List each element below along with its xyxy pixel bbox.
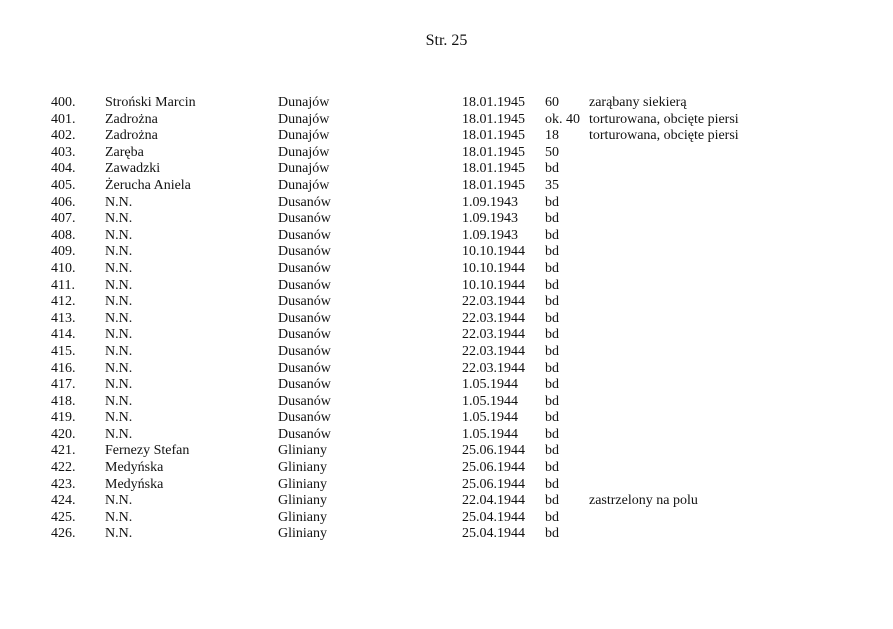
record-place: Dusanów — [278, 426, 331, 442]
record-date: 22.03.1944 — [462, 360, 525, 376]
record-date: 18.01.1945 — [462, 111, 525, 127]
record-row — [0, 427, 893, 444]
record-place: Dusanów — [278, 393, 331, 409]
record-date: 10.10.1944 — [462, 277, 525, 293]
record-number: 422. — [51, 460, 76, 476]
record-number: 417. — [51, 377, 76, 393]
record-number: 416. — [51, 360, 76, 376]
record-number: 411. — [51, 277, 75, 293]
record-row — [0, 228, 893, 245]
record-number: 402. — [51, 128, 76, 144]
record-row — [0, 361, 893, 378]
record-name: N.N. — [105, 211, 133, 227]
record-date: 22.03.1944 — [462, 310, 525, 326]
record-place: Dusanów — [278, 211, 331, 227]
record-number: 421. — [51, 443, 76, 459]
record-age: bd — [545, 294, 559, 310]
record-date: 18.01.1945 — [462, 161, 525, 177]
record-name: N.N. — [105, 526, 133, 542]
record-note: zastrzelony na polu — [589, 493, 698, 509]
record-date: 25.04.1944 — [462, 509, 525, 525]
record-date: 22.03.1944 — [462, 327, 525, 343]
record-row — [0, 294, 893, 311]
record-row — [0, 510, 893, 527]
record-name: Żerucha Aniela — [105, 177, 191, 193]
record-name: N.N. — [105, 310, 133, 326]
record-row — [0, 477, 893, 494]
record-number: 409. — [51, 244, 76, 260]
record-row — [0, 95, 893, 112]
record-age: bd — [545, 377, 559, 393]
record-number: 404. — [51, 161, 76, 177]
record-row — [0, 195, 893, 212]
record-age: bd — [545, 526, 559, 542]
record-age: bd — [545, 426, 559, 442]
record-number: 412. — [51, 294, 76, 310]
record-date: 18.01.1945 — [462, 144, 525, 160]
record-place: Gliniany — [278, 460, 327, 476]
record-place: Gliniany — [278, 493, 327, 509]
record-row — [0, 327, 893, 344]
record-number: 408. — [51, 227, 76, 243]
record-row — [0, 112, 893, 129]
record-number: 426. — [51, 526, 76, 542]
record-place: Dusanów — [278, 260, 331, 276]
record-place: Dusanów — [278, 277, 331, 293]
record-number: 403. — [51, 144, 76, 160]
record-name: Medyńska — [105, 476, 164, 492]
record-name: N.N. — [105, 277, 133, 293]
record-date: 25.06.1944 — [462, 476, 525, 492]
record-date: 18.01.1945 — [462, 177, 525, 193]
records-list — [0, 95, 893, 543]
record-number: 406. — [51, 194, 76, 210]
record-name: N.N. — [105, 343, 133, 359]
record-name: Zadrożna — [105, 128, 158, 144]
record-place: Dusanów — [278, 343, 331, 359]
record-note: torturowana, obcięte piersi — [589, 128, 739, 144]
record-age: 60 — [545, 95, 559, 110]
record-place: Dunajów — [278, 128, 330, 144]
record-place: Gliniany — [278, 526, 327, 542]
record-place: Dusanów — [278, 194, 331, 210]
record-date: 1.05.1944 — [462, 393, 518, 409]
record-date: 18.01.1945 — [462, 95, 525, 110]
record-number: 424. — [51, 493, 76, 509]
record-age: bd — [545, 443, 559, 459]
record-date: 25.06.1944 — [462, 443, 525, 459]
record-date: 22.03.1944 — [462, 294, 525, 310]
record-row — [0, 261, 893, 278]
record-number: 407. — [51, 211, 76, 227]
record-age: bd — [545, 509, 559, 525]
record-name: N.N. — [105, 393, 133, 409]
record-date: 1.09.1943 — [462, 227, 518, 243]
record-row — [0, 410, 893, 427]
record-date: 1.09.1943 — [462, 211, 518, 227]
record-date: 10.10.1944 — [462, 260, 525, 276]
record-name: N.N. — [105, 360, 133, 376]
record-number: 401. — [51, 111, 76, 127]
record-name: N.N. — [105, 194, 133, 210]
record-age: bd — [545, 327, 559, 343]
record-place: Dusanów — [278, 410, 331, 426]
record-row — [0, 244, 893, 261]
record-place: Dunajów — [278, 161, 330, 177]
record-date: 1.05.1944 — [462, 426, 518, 442]
record-row — [0, 460, 893, 477]
record-age: bd — [545, 410, 559, 426]
record-place: Gliniany — [278, 476, 327, 492]
record-age: bd — [545, 194, 559, 210]
record-date: 18.01.1945 — [462, 128, 525, 144]
page-header: Str. 25 — [425, 32, 468, 49]
record-number: 418. — [51, 393, 76, 409]
record-name: Zadrożna — [105, 111, 158, 127]
record-row — [0, 145, 893, 162]
record-place: Dusanów — [278, 377, 331, 393]
record-age: bd — [545, 227, 559, 243]
record-number: 414. — [51, 327, 76, 343]
record-place: Dusanów — [278, 294, 331, 310]
record-number: 413. — [51, 310, 76, 326]
record-date: 1.09.1943 — [462, 194, 518, 210]
record-name: Stroński Marcin — [105, 95, 196, 110]
record-number: 400. — [51, 95, 76, 110]
record-name: Fernezy Stefan — [105, 443, 190, 459]
record-place: Gliniany — [278, 509, 327, 525]
record-age: bd — [545, 310, 559, 326]
record-age: 18 — [545, 128, 559, 144]
record-name: N.N. — [105, 294, 133, 310]
record-age: bd — [545, 161, 559, 177]
record-number: 423. — [51, 476, 76, 492]
record-age: bd — [545, 460, 559, 476]
record-date: 1.05.1944 — [462, 377, 518, 393]
record-age: bd — [545, 476, 559, 492]
record-age: 50 — [545, 144, 559, 160]
record-age: bd — [545, 277, 559, 293]
record-row — [0, 377, 893, 394]
record-place: Dusanów — [278, 227, 331, 243]
record-name: N.N. — [105, 493, 133, 509]
record-name: N.N. — [105, 227, 133, 243]
record-date: 25.04.1944 — [462, 526, 525, 542]
record-age: bd — [545, 343, 559, 359]
record-place: Dusanów — [278, 244, 331, 260]
record-number: 415. — [51, 343, 76, 359]
record-name: N.N. — [105, 260, 133, 276]
record-date: 25.06.1944 — [462, 460, 525, 476]
record-name: N.N. — [105, 327, 133, 343]
record-row — [0, 394, 893, 411]
record-note: zarąbany siekierą — [589, 95, 687, 110]
record-name: N.N. — [105, 244, 133, 260]
record-row — [0, 178, 893, 195]
record-place: Dunajów — [278, 111, 330, 127]
record-number: 410. — [51, 260, 76, 276]
record-age: bd — [545, 393, 559, 409]
record-number: 419. — [51, 410, 76, 426]
record-row — [0, 278, 893, 295]
record-row — [0, 161, 893, 178]
record-place: Gliniany — [278, 443, 327, 459]
record-name: Zawadzki — [105, 161, 161, 177]
record-date: 1.05.1944 — [462, 410, 518, 426]
record-place: Dusanów — [278, 360, 331, 376]
record-row — [0, 493, 893, 510]
record-place: Dusanów — [278, 327, 331, 343]
record-name: N.N. — [105, 509, 133, 525]
record-name: N.N. — [105, 410, 133, 426]
record-age: bd — [545, 260, 559, 276]
record-row — [0, 211, 893, 228]
record-place: Dunajów — [278, 95, 330, 110]
record-note: torturowana, obcięte piersi — [589, 111, 739, 127]
record-age: bd — [545, 211, 559, 227]
record-row — [0, 443, 893, 460]
record-place: Dusanów — [278, 310, 331, 326]
record-row — [0, 311, 893, 328]
record-place: Dunajów — [278, 177, 330, 193]
record-row — [0, 526, 893, 543]
record-row — [0, 128, 893, 145]
record-date: 22.03.1944 — [462, 343, 525, 359]
record-number: 405. — [51, 177, 76, 193]
record-age: bd — [545, 360, 559, 376]
record-age: ok. 40 — [545, 111, 580, 127]
record-place: Dunajów — [278, 144, 330, 160]
record-name: Medyńska — [105, 460, 164, 476]
record-row — [0, 344, 893, 361]
record-date: 10.10.1944 — [462, 244, 525, 260]
record-age: bd — [545, 244, 559, 260]
record-number: 420. — [51, 426, 76, 442]
record-name: Zaręba — [105, 144, 144, 160]
record-date: 22.04.1944 — [462, 493, 525, 509]
record-name: N.N. — [105, 377, 133, 393]
record-age: 35 — [545, 177, 559, 193]
record-name: N.N. — [105, 426, 133, 442]
record-age: bd — [545, 493, 559, 509]
record-number: 425. — [51, 509, 76, 525]
